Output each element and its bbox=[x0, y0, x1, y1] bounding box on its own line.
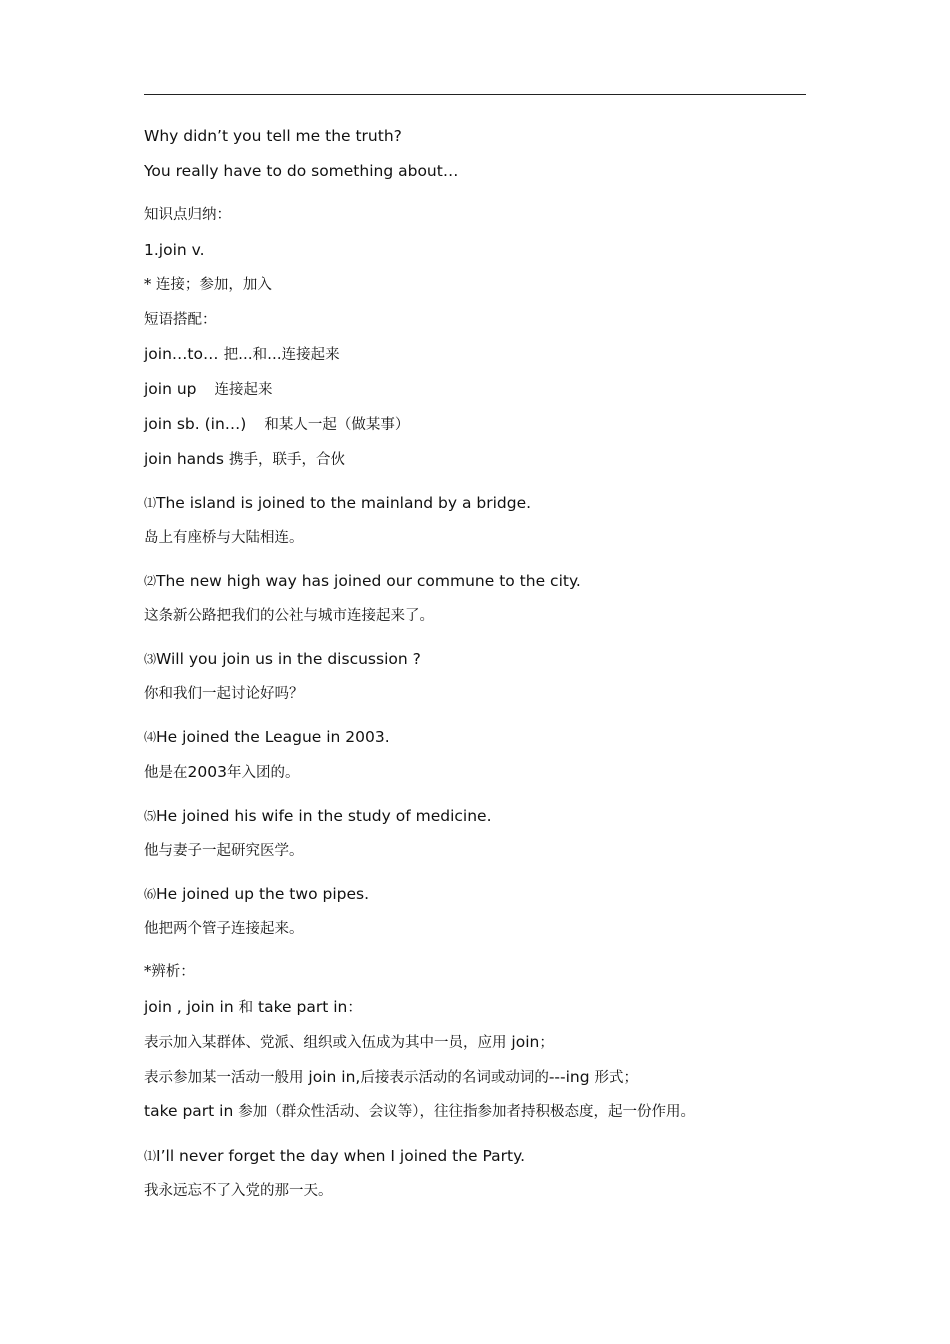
compare-term: join , join in bbox=[144, 998, 239, 1016]
example-number: ⑵ bbox=[144, 574, 157, 588]
analysis-compare bbox=[144, 997, 362, 1018]
phrase-cn: 连接起来 bbox=[214, 382, 273, 398]
analysis-rule-2 bbox=[144, 1067, 638, 1088]
phrase-item bbox=[144, 449, 345, 470]
example-sentence bbox=[144, 571, 581, 591]
rule-text: 表示加入某群体、党派、组织或入伍成为其中一员，应用 bbox=[144, 1035, 507, 1051]
example-en: The new high way has joined our commune to the city. bbox=[156, 572, 581, 590]
example-en: He joined his wife in the study of medicine. bbox=[156, 807, 492, 825]
analysis-rule-3 bbox=[144, 1101, 695, 1122]
compare-connector: 和 bbox=[238, 1000, 254, 1016]
translation-year: 2003 bbox=[187, 763, 227, 781]
rule-text: 形式； bbox=[594, 1070, 639, 1086]
phrase-cn: 和某人一起（做某事） bbox=[264, 417, 410, 433]
example-en: He joined up the two pipes. bbox=[156, 885, 369, 903]
rule-text: 后接表示活动的名词或动词的 bbox=[360, 1070, 549, 1086]
phrase-item bbox=[144, 414, 409, 435]
example-number: ⑴ bbox=[144, 1149, 157, 1163]
example-en: The island is joined to the mainland by a bridge. bbox=[156, 494, 532, 512]
example-number: ⑶ bbox=[144, 652, 157, 666]
example-translation bbox=[144, 762, 299, 783]
example-en: He joined the League in 2003. bbox=[156, 728, 390, 746]
example-sentence bbox=[144, 649, 421, 669]
header-rule bbox=[144, 94, 806, 95]
knowledge-heading: 知识点归纳： bbox=[144, 207, 231, 223]
example-sentence bbox=[144, 884, 369, 904]
example-number: ⑷ bbox=[144, 730, 157, 744]
example-en: Will you join us in the discussion ? bbox=[156, 650, 421, 668]
compare-colon: ： bbox=[347, 1000, 362, 1016]
rule-term: join bbox=[506, 1033, 540, 1051]
entry-title: 1.join v. bbox=[144, 241, 205, 259]
phrase-cn: 把…和…连接起来 bbox=[223, 347, 340, 363]
phrase-en: join up bbox=[144, 380, 197, 398]
example-number: ⑹ bbox=[144, 887, 157, 901]
phrase-item bbox=[144, 379, 273, 400]
rule-text: 表示参加某一活动一般用 bbox=[144, 1070, 304, 1086]
rule-text: 参加（群众性活动、会议等），往往指参加者持积极态度，起一份作用。 bbox=[238, 1104, 695, 1120]
example-translation: 这条新公路把我们的公社与城市连接起来了。 bbox=[144, 608, 434, 624]
rule-term: join in, bbox=[303, 1068, 361, 1086]
phrase-item bbox=[144, 344, 340, 365]
phrase-en: join sb. (in…) bbox=[144, 415, 247, 433]
intro-line-2: You really have to do something about… bbox=[144, 162, 459, 180]
phrase-en: join…to… bbox=[144, 345, 219, 363]
translation-part: 他是在 bbox=[144, 765, 188, 781]
example-translation: 岛上有座桥与大陆相连。 bbox=[144, 530, 304, 546]
analysis-rule-1 bbox=[144, 1032, 554, 1053]
example-sentence bbox=[144, 806, 492, 826]
example-translation: 你和我们一起讨论好吗？ bbox=[144, 686, 304, 702]
example-sentence bbox=[144, 493, 531, 513]
analysis-heading: *辨析： bbox=[144, 964, 195, 980]
rule-term: take part in bbox=[144, 1102, 239, 1120]
phrases-heading: 短语搭配： bbox=[144, 312, 217, 328]
entry-meaning: * 连接；参加，加入 bbox=[144, 277, 272, 293]
example-sentence bbox=[144, 727, 390, 747]
phrase-en: join hands bbox=[144, 450, 224, 468]
example-number: ⑴ bbox=[144, 496, 157, 510]
phrase-cn: 携手，联手，合伙 bbox=[229, 452, 346, 468]
translation-part: 年入团的。 bbox=[226, 765, 300, 781]
rule-term: ---ing bbox=[548, 1068, 595, 1086]
example-number: ⑸ bbox=[144, 809, 157, 823]
example-sentence bbox=[144, 1146, 525, 1166]
intro-line-1: Why didn’t you tell me the truth? bbox=[144, 127, 402, 145]
example-translation: 我永远忘不了入党的那一天。 bbox=[144, 1183, 333, 1199]
example-en: I’ll never forget the day when I joined the Party. bbox=[156, 1147, 526, 1165]
example-translation: 他把两个管子连接起来。 bbox=[144, 921, 304, 937]
compare-term: take part in bbox=[253, 998, 348, 1016]
rule-text: ； bbox=[539, 1035, 554, 1051]
example-translation: 他与妻子一起研究医学。 bbox=[144, 843, 304, 859]
